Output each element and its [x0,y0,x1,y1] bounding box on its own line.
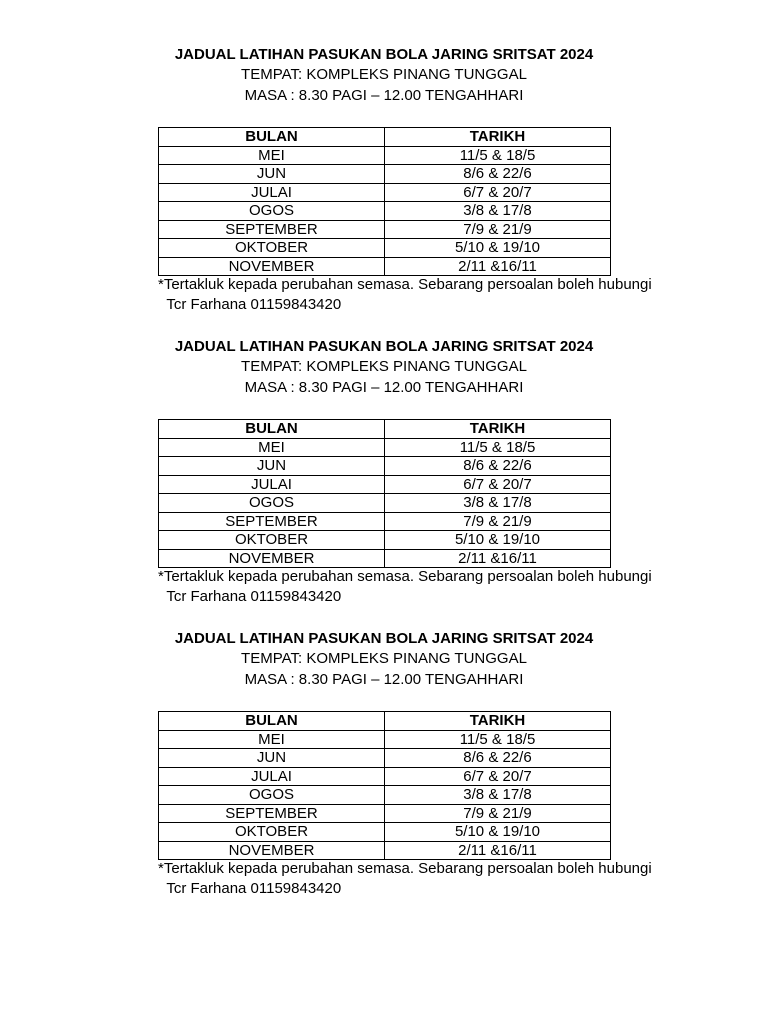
date-cell: 7/9 & 21/9 [385,512,611,531]
date-cell: 5/10 & 19/10 [385,823,611,842]
date-cell: 3/8 & 17/8 [385,786,611,805]
schedule-title: JADUAL LATIHAN PASUKAN BOLA JARING SRITSAT 2024 [174,630,594,647]
month-cell: MEI [159,730,385,749]
month-cell: OKTOBER [159,531,385,550]
month-cell: NOVEMBER [159,549,385,568]
table-header-row [159,420,611,439]
month-cell: JUN [159,165,385,184]
month-cell: OGOS [159,786,385,805]
date-cell: 2/11 &16/11 [385,841,611,860]
table-row [159,239,611,258]
schedule-note [158,859,758,899]
table-row [159,438,611,457]
table-row [159,549,611,568]
date-cell: 6/7 & 20/7 [385,183,611,202]
column-header-bulan: BULAN [159,420,385,439]
column-header-bulan: BULAN [159,712,385,731]
note-line-2: Tcr Farhana 01159843420 [158,880,342,897]
month-cell: JULAI [159,767,385,786]
table-row [159,531,611,550]
table-row [159,494,611,513]
month-cell: SEPTEMBER [159,512,385,531]
table-row [159,475,611,494]
table-row [159,165,611,184]
note-line-2: Tcr Farhana 01159843420 [158,296,342,313]
column-header-bulan: BULAN [159,128,385,147]
date-cell: 7/9 & 21/9 [385,804,611,823]
schedule-venue: TEMPAT: KOMPLEKS PINANG TUNGGAL [241,650,527,667]
table-row [159,183,611,202]
column-header-tarikh: TARIKH [385,128,611,147]
date-cell: 7/9 & 21/9 [385,220,611,239]
date-cell: 6/7 & 20/7 [385,475,611,494]
schedule-table [158,127,611,276]
schedule-note [158,275,758,315]
date-cell: 8/6 & 22/6 [385,165,611,184]
column-header-tarikh: TARIKH [385,712,611,731]
note-line-2: Tcr Farhana 01159843420 [158,588,342,605]
month-cell: JUN [159,457,385,476]
month-cell: NOVEMBER [159,841,385,860]
table-row [159,257,611,276]
date-cell: 11/5 & 18/5 [385,438,611,457]
date-cell: 3/8 & 17/8 [385,494,611,513]
month-cell: NOVEMBER [159,257,385,276]
date-cell: 5/10 & 19/10 [385,239,611,258]
table-row [159,220,611,239]
schedule-time: MASA : 8.30 PAGI – 12.00 TENGAHHARI [244,379,524,396]
date-cell: 3/8 & 17/8 [385,202,611,221]
schedule-venue: TEMPAT: KOMPLEKS PINANG TUNGGAL [241,358,527,375]
month-cell: JUN [159,749,385,768]
month-cell: OGOS [159,494,385,513]
month-cell: MEI [159,146,385,165]
note-line-1: *Tertakluk kepada perubahan semasa. Sebarang persoalan boleh hubungi [158,860,652,877]
month-cell: SEPTEMBER [159,220,385,239]
schedule-title: JADUAL LATIHAN PASUKAN BOLA JARING SRITSAT 2024 [174,338,594,355]
table-row [159,823,611,842]
table-row [159,767,611,786]
table-row [159,512,611,531]
date-cell: 2/11 &16/11 [385,257,611,276]
schedule-title: JADUAL LATIHAN PASUKAN BOLA JARING SRITSAT 2024 [174,46,594,63]
month-cell: MEI [159,438,385,457]
table-row [159,786,611,805]
schedule-table [158,419,611,568]
column-header-tarikh: TARIKH [385,420,611,439]
month-cell: OKTOBER [159,823,385,842]
table-header-row [159,128,611,147]
table-header-row [159,712,611,731]
table-row [159,146,611,165]
date-cell: 8/6 & 22/6 [385,749,611,768]
table-row [159,457,611,476]
date-cell: 2/11 &16/11 [385,549,611,568]
table-row [159,804,611,823]
schedule-time: MASA : 8.30 PAGI – 12.00 TENGAHHARI [244,671,524,688]
month-cell: JULAI [159,183,385,202]
date-cell: 5/10 & 19/10 [385,531,611,550]
month-cell: SEPTEMBER [159,804,385,823]
table-row [159,202,611,221]
schedule-venue: TEMPAT: KOMPLEKS PINANG TUNGGAL [241,66,527,83]
schedule-table [158,711,611,860]
date-cell: 6/7 & 20/7 [385,767,611,786]
month-cell: OKTOBER [159,239,385,258]
month-cell: OGOS [159,202,385,221]
schedule-time: MASA : 8.30 PAGI – 12.00 TENGAHHARI [244,87,524,104]
date-cell: 11/5 & 18/5 [385,730,611,749]
date-cell: 8/6 & 22/6 [385,457,611,476]
schedule-note [158,567,758,607]
table-row [159,841,611,860]
table-row [159,749,611,768]
note-line-1: *Tertakluk kepada perubahan semasa. Sebarang persoalan boleh hubungi [158,276,652,293]
table-row [159,730,611,749]
month-cell: JULAI [159,475,385,494]
note-line-1: *Tertakluk kepada perubahan semasa. Sebarang persoalan boleh hubungi [158,568,652,585]
date-cell: 11/5 & 18/5 [385,146,611,165]
